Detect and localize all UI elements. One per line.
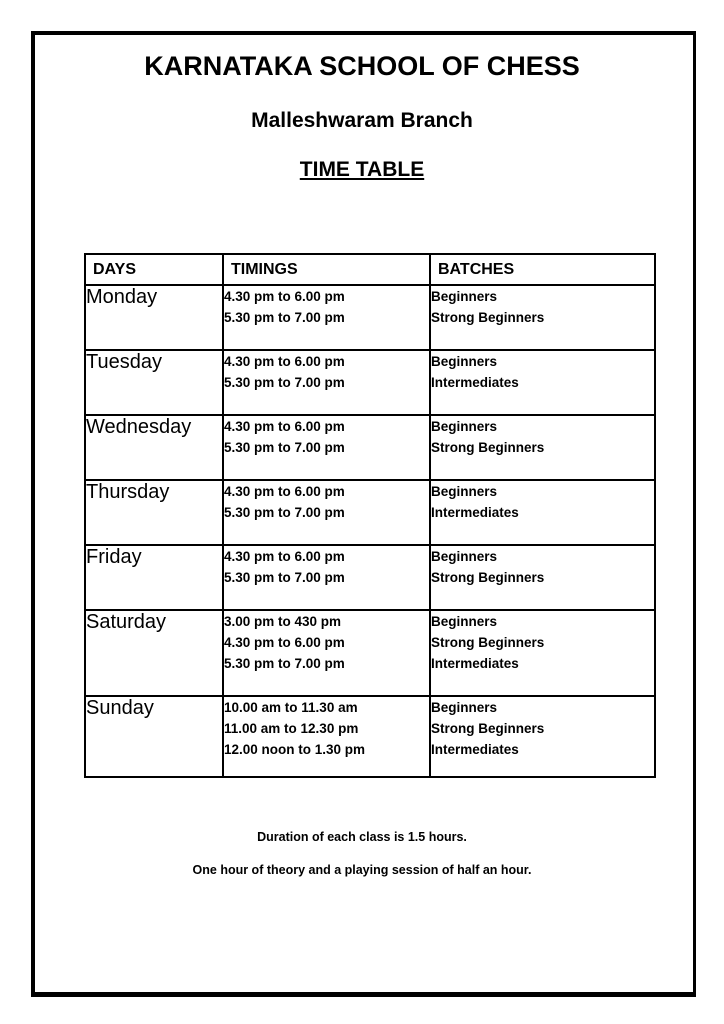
timings-cell <box>223 696 430 777</box>
timing-line: 5.30 pm to 7.00 pm <box>224 375 345 390</box>
duration-note: Duration of each class is 1.5 hours. <box>257 830 467 844</box>
table-row <box>85 610 655 696</box>
batch-line: Beginners <box>431 354 498 369</box>
batch-line: Intermediates <box>431 742 519 757</box>
day-cell: Tuesday <box>85 350 223 415</box>
day-cell: Wednesday <box>85 415 223 480</box>
day-cell: Saturday <box>85 610 223 696</box>
batches-cell <box>430 610 655 696</box>
batch-line: Beginners <box>431 614 498 629</box>
table-header-row <box>85 254 655 285</box>
batches-cell <box>430 480 655 545</box>
timing-line: 5.30 pm to 7.00 pm <box>224 440 345 455</box>
timing-line: 5.30 pm to 7.00 pm <box>224 310 345 325</box>
timings-cell <box>223 285 430 350</box>
batch-line: Beginners <box>431 289 498 304</box>
timing-line: 4.30 pm to 6.00 pm <box>224 289 345 304</box>
timing-line: 4.30 pm to 6.00 pm <box>224 354 345 369</box>
timetable-heading: TIME TABLE <box>299 158 425 181</box>
timings-cell <box>223 350 430 415</box>
timing-line: 3.00 pm to 430 pm <box>224 614 342 629</box>
batch-line: Beginners <box>431 700 498 715</box>
batch-line: Beginners <box>431 484 498 499</box>
day-cell: Thursday <box>85 480 223 545</box>
batch-line: Intermediates <box>431 656 519 671</box>
day-cell: Sunday <box>85 696 223 777</box>
table-row <box>85 350 655 415</box>
table-row <box>85 415 655 480</box>
batch-line: Strong Beginners <box>431 310 545 325</box>
batch-line: Beginners <box>431 419 498 434</box>
table-row <box>85 545 655 610</box>
batch-line: Intermediates <box>431 505 519 520</box>
timing-line: 4.30 pm to 6.00 pm <box>224 635 345 650</box>
batch-line: Strong Beginners <box>431 635 545 650</box>
timing-line: 12.00 noon to 1.30 pm <box>224 742 366 757</box>
header-days: DAYS <box>85 254 223 285</box>
batch-line: Beginners <box>431 549 498 564</box>
timings-cell <box>223 415 430 480</box>
table-row <box>85 285 655 350</box>
branch-subtitle: Malleshwaram Branch <box>251 109 473 132</box>
timetable <box>84 253 656 778</box>
batches-cell <box>430 696 655 777</box>
batches-cell <box>430 285 655 350</box>
day-cell: Friday <box>85 545 223 610</box>
timings-cell <box>223 610 430 696</box>
batches-cell <box>430 545 655 610</box>
timing-line: 5.30 pm to 7.00 pm <box>224 570 345 585</box>
header-timings: TIMINGS <box>223 254 430 285</box>
page-title: KARNATAKA SCHOOL OF CHESS <box>144 51 580 81</box>
timings-cell <box>223 480 430 545</box>
timing-line: 5.30 pm to 7.00 pm <box>224 656 345 671</box>
timing-line: 11.00 am to 12.30 pm <box>224 721 359 736</box>
header-batches: BATCHES <box>430 254 655 285</box>
batch-line: Strong Beginners <box>431 570 545 585</box>
timing-line: 4.30 pm to 6.00 pm <box>224 549 345 564</box>
timing-line: 10.00 am to 11.30 am <box>224 700 358 715</box>
timing-line: 4.30 pm to 6.00 pm <box>224 419 345 434</box>
day-cell: Monday <box>85 285 223 350</box>
batch-line: Strong Beginners <box>431 721 545 736</box>
batches-cell <box>430 350 655 415</box>
table-row <box>85 480 655 545</box>
batch-line: Intermediates <box>431 375 519 390</box>
timings-cell <box>223 545 430 610</box>
batches-cell <box>430 415 655 480</box>
table-row <box>85 696 655 777</box>
timing-line: 5.30 pm to 7.00 pm <box>224 505 345 520</box>
session-note: One hour of theory and a playing session of half an hour. <box>192 863 532 877</box>
batch-line: Strong Beginners <box>431 440 545 455</box>
timing-line: 4.30 pm to 6.00 pm <box>224 484 345 499</box>
